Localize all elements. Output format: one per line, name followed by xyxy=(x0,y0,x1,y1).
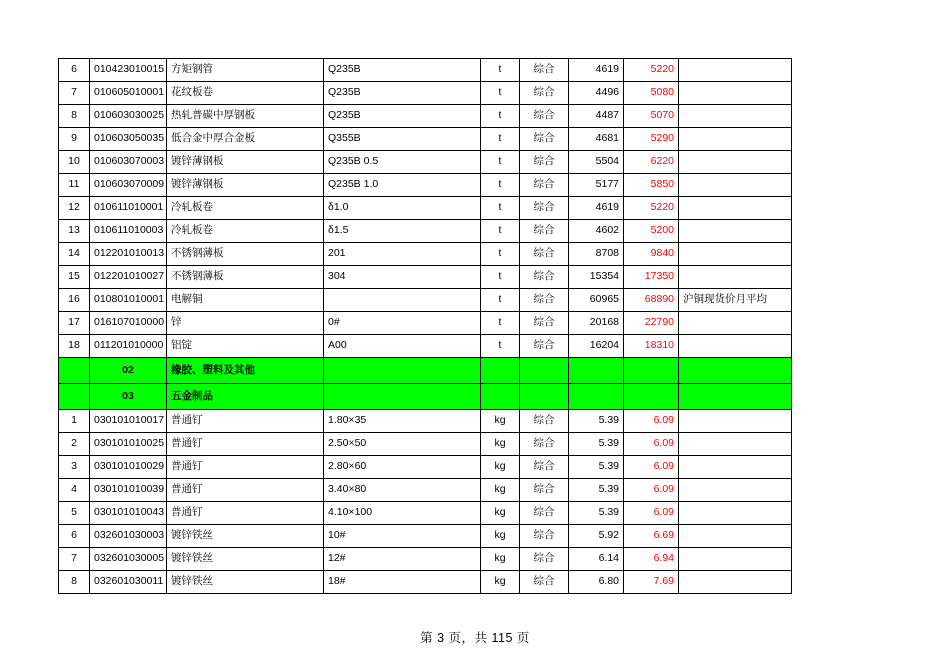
material-spec: 10# xyxy=(324,525,481,548)
table-row xyxy=(59,571,792,594)
price-incl-tax: 6.09 xyxy=(624,433,679,456)
material-unit: kg xyxy=(481,433,520,456)
material-spec: Q235B 0.5 xyxy=(324,151,481,174)
material-code: 030101010029 xyxy=(90,456,167,479)
material-spec: Q235B xyxy=(324,82,481,105)
row-number: 8 xyxy=(59,571,90,594)
material-unit: kg xyxy=(481,479,520,502)
material-name: 锌 xyxy=(167,312,324,335)
table-row xyxy=(59,479,792,502)
price-incl-tax: 6.94 xyxy=(624,548,679,571)
price-excl-tax: 5.39 xyxy=(569,456,624,479)
material-unit: t xyxy=(481,174,520,197)
price-incl-tax: 5290 xyxy=(624,128,679,151)
material-region: 综合 xyxy=(520,59,569,82)
price-excl-tax xyxy=(569,384,624,410)
material-unit: t xyxy=(481,289,520,312)
table-row xyxy=(59,289,792,312)
table-row xyxy=(59,548,792,571)
material-unit xyxy=(481,384,520,410)
row-number: 7 xyxy=(59,82,90,105)
material-region: 综合 xyxy=(520,105,569,128)
table-row xyxy=(59,59,792,82)
material-spec: 304 xyxy=(324,266,481,289)
material-region: 综合 xyxy=(520,82,569,105)
material-spec: Q235B xyxy=(324,59,481,82)
material-note xyxy=(679,220,792,243)
material-code: 030101010039 xyxy=(90,479,167,502)
material-note xyxy=(679,410,792,433)
row-number: 5 xyxy=(59,502,90,525)
price-excl-tax: 8708 xyxy=(569,243,624,266)
material-name: 橡胶、塑料及其他 xyxy=(167,358,324,384)
material-name: 电解铜 xyxy=(167,289,324,312)
row-number: 9 xyxy=(59,128,90,151)
table-row xyxy=(59,220,792,243)
price-incl-tax: 5220 xyxy=(624,59,679,82)
material-spec: 2.50×50 xyxy=(324,433,481,456)
material-code: 032601030003 xyxy=(90,525,167,548)
price-excl-tax: 4496 xyxy=(569,82,624,105)
price-excl-tax: 4619 xyxy=(569,59,624,82)
material-code: 010611010001 xyxy=(90,197,167,220)
row-number: 6 xyxy=(59,59,90,82)
table-row xyxy=(59,502,792,525)
price-incl-tax: 18310 xyxy=(624,335,679,358)
price-excl-tax: 5504 xyxy=(569,151,624,174)
material-region: 综合 xyxy=(520,289,569,312)
material-price-table xyxy=(58,58,792,594)
material-region: 综合 xyxy=(520,410,569,433)
price-incl-tax: 6.09 xyxy=(624,456,679,479)
price-incl-tax: 6.09 xyxy=(624,410,679,433)
material-name: 五金制品 xyxy=(167,384,324,410)
row-number: 2 xyxy=(59,433,90,456)
material-spec xyxy=(324,358,481,384)
material-note xyxy=(679,384,792,410)
material-note xyxy=(679,358,792,384)
price-incl-tax: 22790 xyxy=(624,312,679,335)
row-number: 3 xyxy=(59,456,90,479)
material-code: 010611010003 xyxy=(90,220,167,243)
material-code: 03 xyxy=(90,384,167,410)
material-spec: 3.40×80 xyxy=(324,479,481,502)
material-region: 综合 xyxy=(520,571,569,594)
material-code: 012201010027 xyxy=(90,266,167,289)
price-incl-tax: 6.09 xyxy=(624,502,679,525)
price-incl-tax: 5200 xyxy=(624,220,679,243)
price-table-page xyxy=(58,58,767,594)
material-unit: t xyxy=(481,220,520,243)
price-incl-tax: 6.09 xyxy=(624,479,679,502)
material-spec: δ1.5 xyxy=(324,220,481,243)
page-footer: 第 3 页，共 115 页 xyxy=(420,631,530,645)
material-spec: 2.80×60 xyxy=(324,456,481,479)
material-spec: 12# xyxy=(324,548,481,571)
table-row xyxy=(59,456,792,479)
material-spec: 4.10×100 xyxy=(324,502,481,525)
material-name: 镀锌铁丝 xyxy=(167,548,324,571)
material-name: 冷轧板卷 xyxy=(167,220,324,243)
price-incl-tax xyxy=(624,358,679,384)
material-note xyxy=(679,82,792,105)
price-incl-tax: 5850 xyxy=(624,174,679,197)
material-spec: 201 xyxy=(324,243,481,266)
material-name: 普通钉 xyxy=(167,456,324,479)
table-row xyxy=(59,128,792,151)
material-code: 010423010015 xyxy=(90,59,167,82)
material-name: 铝锭 xyxy=(167,335,324,358)
row-number: 17 xyxy=(59,312,90,335)
material-unit: t xyxy=(481,128,520,151)
material-code: 010603070003 xyxy=(90,151,167,174)
row-number: 18 xyxy=(59,335,90,358)
material-code: 010603050035 xyxy=(90,128,167,151)
table-row xyxy=(59,82,792,105)
material-note xyxy=(679,479,792,502)
table-row xyxy=(59,266,792,289)
material-name: 镀锌铁丝 xyxy=(167,525,324,548)
material-region: 综合 xyxy=(520,525,569,548)
material-code: 012201010013 xyxy=(90,243,167,266)
material-spec: 1.80×35 xyxy=(324,410,481,433)
material-region: 综合 xyxy=(520,548,569,571)
material-code: 010603070009 xyxy=(90,174,167,197)
material-code: 030101010017 xyxy=(90,410,167,433)
material-note xyxy=(679,174,792,197)
material-name: 镀锌铁丝 xyxy=(167,571,324,594)
material-spec: Q235B xyxy=(324,105,481,128)
row-number: 7 xyxy=(59,548,90,571)
material-code: 011201010000 xyxy=(90,335,167,358)
price-excl-tax: 5.39 xyxy=(569,479,624,502)
row-number: 13 xyxy=(59,220,90,243)
material-code: 032601030005 xyxy=(90,548,167,571)
material-unit: kg xyxy=(481,525,520,548)
row-number: 10 xyxy=(59,151,90,174)
material-unit: t xyxy=(481,197,520,220)
material-name: 低合金中厚合金板 xyxy=(167,128,324,151)
section-row xyxy=(59,358,792,384)
price-incl-tax: 7.69 xyxy=(624,571,679,594)
material-note xyxy=(679,197,792,220)
material-unit: kg xyxy=(481,502,520,525)
material-region: 综合 xyxy=(520,502,569,525)
table-row xyxy=(59,243,792,266)
material-spec: Q235B 1.0 xyxy=(324,174,481,197)
price-excl-tax: 4602 xyxy=(569,220,624,243)
material-name: 冷轧板卷 xyxy=(167,197,324,220)
material-spec xyxy=(324,384,481,410)
material-spec: 0# xyxy=(324,312,481,335)
material-name: 普通钉 xyxy=(167,479,324,502)
material-spec: 18# xyxy=(324,571,481,594)
material-note xyxy=(679,128,792,151)
material-code: 032601030011 xyxy=(90,571,167,594)
material-region: 综合 xyxy=(520,456,569,479)
material-unit xyxy=(481,358,520,384)
material-unit: t xyxy=(481,243,520,266)
material-note xyxy=(679,433,792,456)
material-spec xyxy=(324,289,481,312)
material-code: 016107010000 xyxy=(90,312,167,335)
table-row xyxy=(59,312,792,335)
price-excl-tax: 4487 xyxy=(569,105,624,128)
material-name: 普通钉 xyxy=(167,502,324,525)
row-number: 1 xyxy=(59,410,90,433)
price-incl-tax: 6.69 xyxy=(624,525,679,548)
material-unit: kg xyxy=(481,548,520,571)
material-code: 010603030025 xyxy=(90,105,167,128)
row-number: 16 xyxy=(59,289,90,312)
material-unit: t xyxy=(481,105,520,128)
material-note xyxy=(679,502,792,525)
material-note xyxy=(679,312,792,335)
material-name: 普通钉 xyxy=(167,433,324,456)
row-number: 4 xyxy=(59,479,90,502)
price-excl-tax: 4681 xyxy=(569,128,624,151)
price-incl-tax: 9840 xyxy=(624,243,679,266)
material-note xyxy=(679,266,792,289)
price-excl-tax: 5.39 xyxy=(569,433,624,456)
material-unit: t xyxy=(481,335,520,358)
row-number: 15 xyxy=(59,266,90,289)
material-name: 不锈钢薄板 xyxy=(167,266,324,289)
material-unit: t xyxy=(481,266,520,289)
price-excl-tax: 5.39 xyxy=(569,410,624,433)
price-incl-tax: 68890 xyxy=(624,289,679,312)
price-incl-tax: 5080 xyxy=(624,82,679,105)
material-spec: δ1.0 xyxy=(324,197,481,220)
material-region xyxy=(520,358,569,384)
material-note xyxy=(679,548,792,571)
material-note xyxy=(679,456,792,479)
material-note xyxy=(679,59,792,82)
material-region: 综合 xyxy=(520,128,569,151)
table-row xyxy=(59,105,792,128)
material-name: 方矩钢管 xyxy=(167,59,324,82)
material-name: 镀锌薄钢板 xyxy=(167,174,324,197)
row-number: 6 xyxy=(59,525,90,548)
material-region: 综合 xyxy=(520,197,569,220)
price-excl-tax: 6.80 xyxy=(569,571,624,594)
material-region: 综合 xyxy=(520,312,569,335)
price-incl-tax: 6220 xyxy=(624,151,679,174)
material-note xyxy=(679,525,792,548)
material-spec: A00 xyxy=(324,335,481,358)
row-number: 8 xyxy=(59,105,90,128)
material-name: 普通钉 xyxy=(167,410,324,433)
material-region: 综合 xyxy=(520,220,569,243)
material-region xyxy=(520,384,569,410)
row-number xyxy=(59,358,90,384)
table-row xyxy=(59,335,792,358)
table-body xyxy=(59,59,792,594)
table-row xyxy=(59,525,792,548)
material-note xyxy=(679,335,792,358)
material-unit: kg xyxy=(481,410,520,433)
table-row xyxy=(59,197,792,220)
material-note xyxy=(679,105,792,128)
material-unit: t xyxy=(481,59,520,82)
row-number: 12 xyxy=(59,197,90,220)
material-code: 030101010043 xyxy=(90,502,167,525)
material-note: 沪铜现货价月平均 xyxy=(679,289,792,312)
price-excl-tax: 16204 xyxy=(569,335,624,358)
material-name: 花纹板卷 xyxy=(167,82,324,105)
price-excl-tax: 5177 xyxy=(569,174,624,197)
material-unit: kg xyxy=(481,456,520,479)
material-note xyxy=(679,151,792,174)
material-name: 热轧普碳中厚钢板 xyxy=(167,105,324,128)
material-region: 综合 xyxy=(520,266,569,289)
table-row xyxy=(59,433,792,456)
material-code: 030101010025 xyxy=(90,433,167,456)
price-incl-tax: 5070 xyxy=(624,105,679,128)
price-excl-tax: 60965 xyxy=(569,289,624,312)
price-excl-tax: 15354 xyxy=(569,266,624,289)
price-incl-tax: 17350 xyxy=(624,266,679,289)
material-region: 综合 xyxy=(520,174,569,197)
price-excl-tax: 6.14 xyxy=(569,548,624,571)
price-incl-tax xyxy=(624,384,679,410)
price-excl-tax xyxy=(569,358,624,384)
price-excl-tax: 20168 xyxy=(569,312,624,335)
material-region: 综合 xyxy=(520,243,569,266)
material-unit: t xyxy=(481,82,520,105)
material-note xyxy=(679,571,792,594)
material-region: 综合 xyxy=(520,479,569,502)
price-excl-tax: 4619 xyxy=(569,197,624,220)
material-region: 综合 xyxy=(520,433,569,456)
material-code: 02 xyxy=(90,358,167,384)
material-note xyxy=(679,243,792,266)
table-row xyxy=(59,174,792,197)
material-code: 010605010001 xyxy=(90,82,167,105)
row-number: 14 xyxy=(59,243,90,266)
price-excl-tax: 5.92 xyxy=(569,525,624,548)
material-name: 不锈钢薄板 xyxy=(167,243,324,266)
material-spec: Q355B xyxy=(324,128,481,151)
material-name: 镀锌薄钢板 xyxy=(167,151,324,174)
price-excl-tax: 5.39 xyxy=(569,502,624,525)
table-row xyxy=(59,410,792,433)
material-region: 综合 xyxy=(520,151,569,174)
section-row xyxy=(59,384,792,410)
price-incl-tax: 5220 xyxy=(624,197,679,220)
material-unit: kg xyxy=(481,571,520,594)
row-number xyxy=(59,384,90,410)
table-row xyxy=(59,151,792,174)
material-unit: t xyxy=(481,151,520,174)
material-unit: t xyxy=(481,312,520,335)
material-region: 综合 xyxy=(520,335,569,358)
material-code: 010801010001 xyxy=(90,289,167,312)
row-number: 11 xyxy=(59,174,90,197)
